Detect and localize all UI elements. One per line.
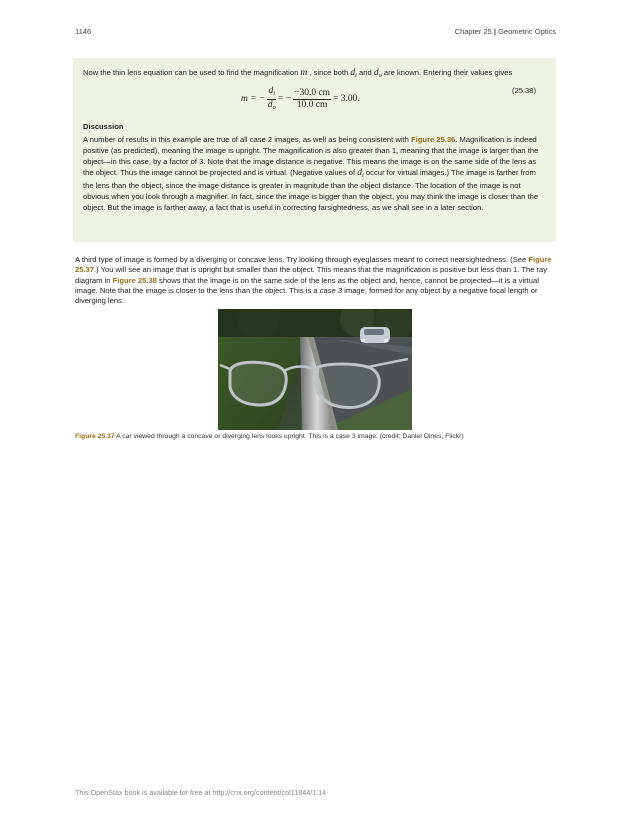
var-m: m	[300, 68, 308, 78]
figure-caption	[75, 433, 464, 440]
equation-row	[83, 84, 546, 118]
figure-label: Figure 25.37	[75, 433, 115, 440]
figure-25-36-link[interactable]: Figure 25.36	[410, 134, 456, 144]
running-header	[455, 27, 556, 36]
intro-text: and	[356, 68, 374, 77]
eq-lhs: m = −	[241, 93, 266, 104]
eq-fraction-1: $\frac{d_i}{d_o}$	[267, 85, 276, 111]
var-di: $d_i$	[350, 68, 357, 79]
intro-text: Now the thin lens equation can be used to find the magnification	[83, 68, 301, 77]
chapter-title: Geometric Optics	[498, 27, 556, 36]
body-paragraph	[75, 255, 557, 306]
intro-text: , since both	[307, 68, 351, 77]
eq-mid: = −	[278, 93, 292, 104]
page-number: 1146	[75, 27, 92, 36]
header-separator: |	[491, 27, 499, 36]
intro-paragraph	[83, 68, 546, 82]
figure-25-37-link[interactable]: Figure 25.37	[75, 255, 552, 275]
var-do: $d_o$	[373, 68, 382, 79]
eyeglasses-photo	[218, 309, 412, 430]
discussion-text: occur for virtual images.) The image is farther from the lens than the object, since the image distance is greater in magnitude than the object distance. The location of the image is not obvious when you look through a magnifier. In fact, since the image is bigger than the object, you may think the image is closer than the object. But the image is farther away, a fact that is useful in correcting farsightedness, as we shall see in a later section.	[83, 167, 539, 213]
eq-fraction-2: $\frac{-30.0 cm}{10.0 cm}$	[294, 87, 331, 110]
body-text: A third type of image is formed by a diverging or concave lens. Try looking through eyeglasses meant to correct nearsightedness. (See	[75, 255, 529, 264]
case-3-italic: case 3	[319, 285, 343, 295]
example-box	[73, 58, 556, 242]
caption-text: A car viewed through a concave or diverging lens looks upright. This is a case 3 image. (credit: Daniel Oines, Flickr)	[114, 433, 464, 440]
body-text: image, formed for any object by a negative focal length or diverging lens.	[75, 285, 538, 306]
eq-rhs: = 3.00.	[333, 93, 360, 104]
figure-25-38-link[interactable]: Figure 25.38	[112, 275, 157, 285]
discussion-text: A number of results in this example are true of all case 2 images, as well as being consistent with	[83, 134, 411, 144]
discussion-paragraph	[83, 135, 546, 214]
discussion-text: . Magnification is indeed positive (as predicted), meaning the image is upright. The magnification is also greater than 1, meaning that the image is larger than the object—in this case, by a factor of 3. Note that the image distance is negative. This means the image is on the same side of the lens as the object. Thus the image cannot be projected and is virtual. (Negative values of	[83, 134, 539, 177]
magnification-equation	[241, 86, 360, 113]
footer-text: This OpenStax book is available for free at http://cnx.org/content/col11844/1.14	[75, 788, 327, 797]
chapter-label: Chapter 25	[454, 27, 492, 36]
body-text: shows that the image is on the same side of the lens as the object and, hence, cannot be projected—it is a virtual image. Note that the image is closer to the lens than the object. This is a	[75, 275, 539, 295]
var-di: $d_i$	[357, 167, 364, 179]
intro-text: are known. Entering their values gives	[381, 68, 513, 77]
equation-number: (25.38)	[511, 85, 536, 95]
body-text: .) You will see an image that is upright but smaller than the object. This means that the magnification is positive but less than 1. The ray diagram in	[75, 265, 548, 285]
discussion-heading: Discussion	[83, 121, 124, 131]
